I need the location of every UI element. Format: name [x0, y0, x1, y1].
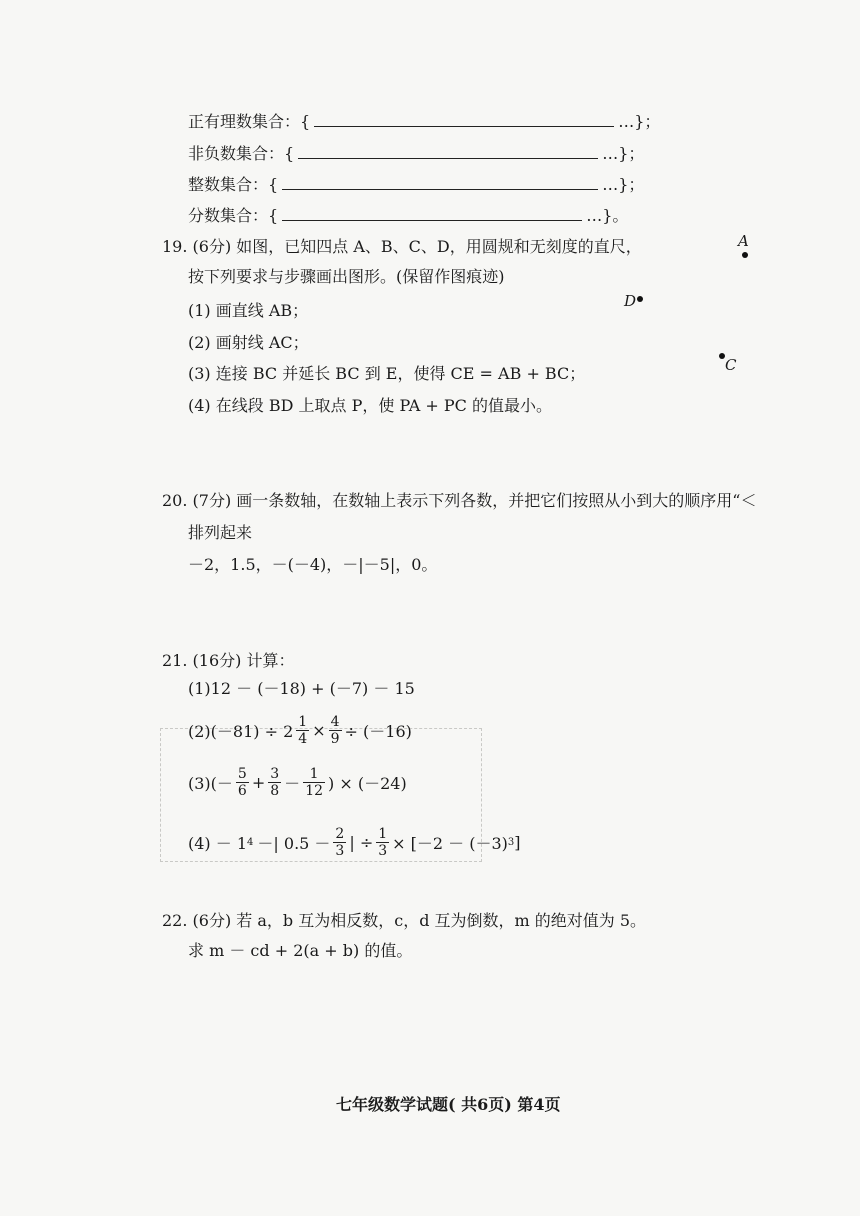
page-footer: 七年级数学试题( 共6页) 第4页 [336, 1095, 561, 1114]
fraction [296, 714, 309, 747]
point-a-dot [742, 252, 748, 258]
q21-part-4 [188, 826, 521, 859]
point-label-c: C [725, 356, 737, 374]
exponent: 4 [247, 837, 254, 848]
set-row-integer [188, 171, 644, 195]
numerator: 4 [330, 714, 340, 730]
set-label: 非负数集合：{ [188, 144, 295, 163]
q21-part-2 [188, 714, 412, 747]
numerator: 1 [309, 766, 319, 782]
denominator: 3 [335, 843, 345, 859]
fraction [376, 826, 389, 859]
q22-line2: 求 m － cd + 2(a + b) 的值。 [188, 941, 413, 960]
fraction [333, 826, 346, 859]
numerator: 3 [270, 766, 280, 782]
q19-line1: 19. (6分) 如图，已知四点 A、B、C、D，用圆规和无刻度的直尺， [162, 237, 642, 256]
q19-item-2: (2) 画射线 AC； [188, 333, 309, 352]
expr-text: ] [514, 833, 521, 852]
q20-line1: 20. (7分) 画一条数轴，在数轴上表示下列各数，并把它们按照从小到大的顺序用“＜ [162, 491, 757, 510]
q20-line3: －2，1.5，－(－4)，－|－5|，0。 [188, 555, 438, 574]
set-label: 分数集合：{ [188, 206, 279, 225]
expr-text: －| 0.5 － [257, 834, 331, 853]
q19-line2: 按下列要求与步骤画出图形。(保留作图痕迹) [188, 267, 505, 286]
q19-item-4: (4) 在线段 BD 上取点 P，使 PA + PC 的值最小。 [188, 396, 552, 415]
denominator: 6 [237, 783, 247, 799]
set-row-nonnegative [188, 140, 644, 164]
q19-item-1: (1) 画直线 AB； [188, 301, 309, 320]
denominator: 12 [305, 783, 324, 799]
expr-text: ÷ (－16) [344, 722, 412, 741]
expr-text: (4) － 1 [188, 834, 248, 853]
set-row-positive-rational [188, 108, 660, 132]
q20-line2: 排列起来 [188, 523, 253, 542]
expr-text: (3)(－ [188, 774, 233, 793]
q19-item-3: (3) 连接 BC 并延长 BC 到 E，使得 CE = AB + BC； [188, 364, 586, 383]
numerator: 1 [378, 826, 388, 842]
denominator: 9 [330, 731, 340, 747]
expr-text: (2)(－81) ÷ 2 [188, 722, 294, 741]
q21-title: 21. (16分) 计算： [162, 651, 295, 670]
expr-text: | ÷ [349, 833, 374, 852]
denominator: 4 [298, 731, 308, 747]
set-end: …}。 [586, 206, 629, 225]
set-end: …}； [602, 175, 645, 194]
numerator: 2 [335, 826, 345, 842]
set-label: 正有理数集合：{ [188, 112, 311, 131]
fraction [236, 766, 249, 799]
denominator: 8 [270, 783, 280, 799]
fraction [329, 714, 342, 747]
point-label-a: A [738, 232, 749, 250]
answer-blank[interactable] [298, 157, 598, 159]
operator: × [312, 721, 326, 740]
q21-part-3 [188, 766, 407, 799]
point-label-d: D [624, 292, 637, 310]
expr-text: × [－2 － (－3) [392, 834, 508, 853]
set-end: …}； [618, 112, 661, 131]
answer-blank[interactable] [282, 219, 582, 221]
q22-line1: 22. (6分) 若 a，b 互为相反数，c，d 互为倒数，m 的绝对值为 5。 [162, 911, 647, 930]
set-label: 整数集合：{ [188, 175, 279, 194]
operator: + [251, 773, 266, 792]
answer-blank[interactable] [314, 125, 614, 127]
exponent: 3 [507, 837, 515, 848]
denominator: 3 [378, 843, 388, 859]
set-end: …}； [602, 144, 645, 163]
numerator: 1 [298, 714, 308, 730]
answer-blank[interactable] [282, 188, 598, 190]
q21-part-1: (1)12 － (－18) + (－7) － 15 [188, 679, 415, 698]
point-d-dot [637, 296, 643, 302]
fraction [303, 766, 325, 799]
numerator: 5 [237, 766, 247, 782]
fraction [268, 766, 281, 799]
expr-text: ) × (－24) [328, 774, 407, 793]
operator: － [284, 774, 301, 793]
set-row-fraction [188, 202, 628, 226]
